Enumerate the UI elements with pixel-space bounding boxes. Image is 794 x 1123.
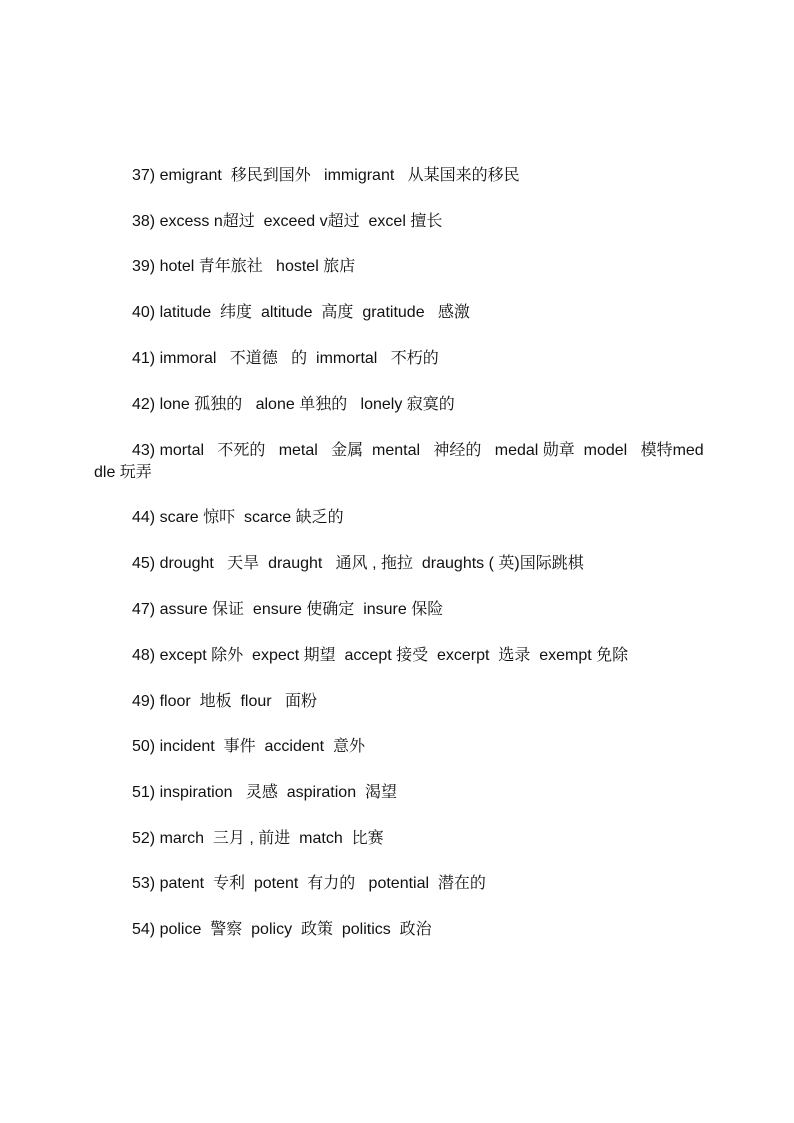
- entry-40: 40) latitude 纬度 altitude 高度 gratitude 感激: [132, 304, 470, 321]
- entry-44: 44) scare 惊吓 scarce 缺乏的: [132, 509, 344, 526]
- entry-41: 41) immoral 不道德 的 immortal 不朽的: [132, 350, 439, 367]
- entry-42: 42) lone 孤独的 alone 单独的 lonely 寂寞的: [132, 396, 455, 413]
- entry-39: 39) hotel 青年旅社 hostel 旅店: [132, 258, 356, 275]
- entry-47: 47) assure 保证 ensure 使确定 insure 保险: [132, 601, 444, 618]
- entry-45: 45) drought 天旱 draught 通风 , 拖拉 draughts ( 英)国际跳棋: [132, 555, 584, 572]
- entry-53: 53) patent 专利 potent 有力的 potential 潜在的: [132, 875, 486, 892]
- entry-48: 48) except 除外 expect 期望 accept 接受 excerpt 选录 exempt 免除: [132, 647, 629, 664]
- entry-49: 49) floor 地板 flour 面粉: [132, 693, 317, 710]
- entry-50: 50) incident 事件 accident 意外: [132, 738, 365, 755]
- entry-38: 38) excess n超过 exceed v超过 excel 擅长: [132, 213, 443, 230]
- entry-43: 43) mortal 不死的 metal 金属 mental 神经的 medal 勋章 model 模特meddle 玩弄: [94, 442, 704, 481]
- entry-52: 52) march 三月 , 前进 match 比赛: [132, 830, 384, 847]
- entry-54: 54) police 警察 policy 政策 politics 政治: [132, 921, 432, 938]
- entry-51: 51) inspiration 灵感 aspiration 渴望: [132, 784, 397, 801]
- entry-37: 37) emigrant 移民到国外 immigrant 从某国来的移民: [132, 167, 520, 184]
